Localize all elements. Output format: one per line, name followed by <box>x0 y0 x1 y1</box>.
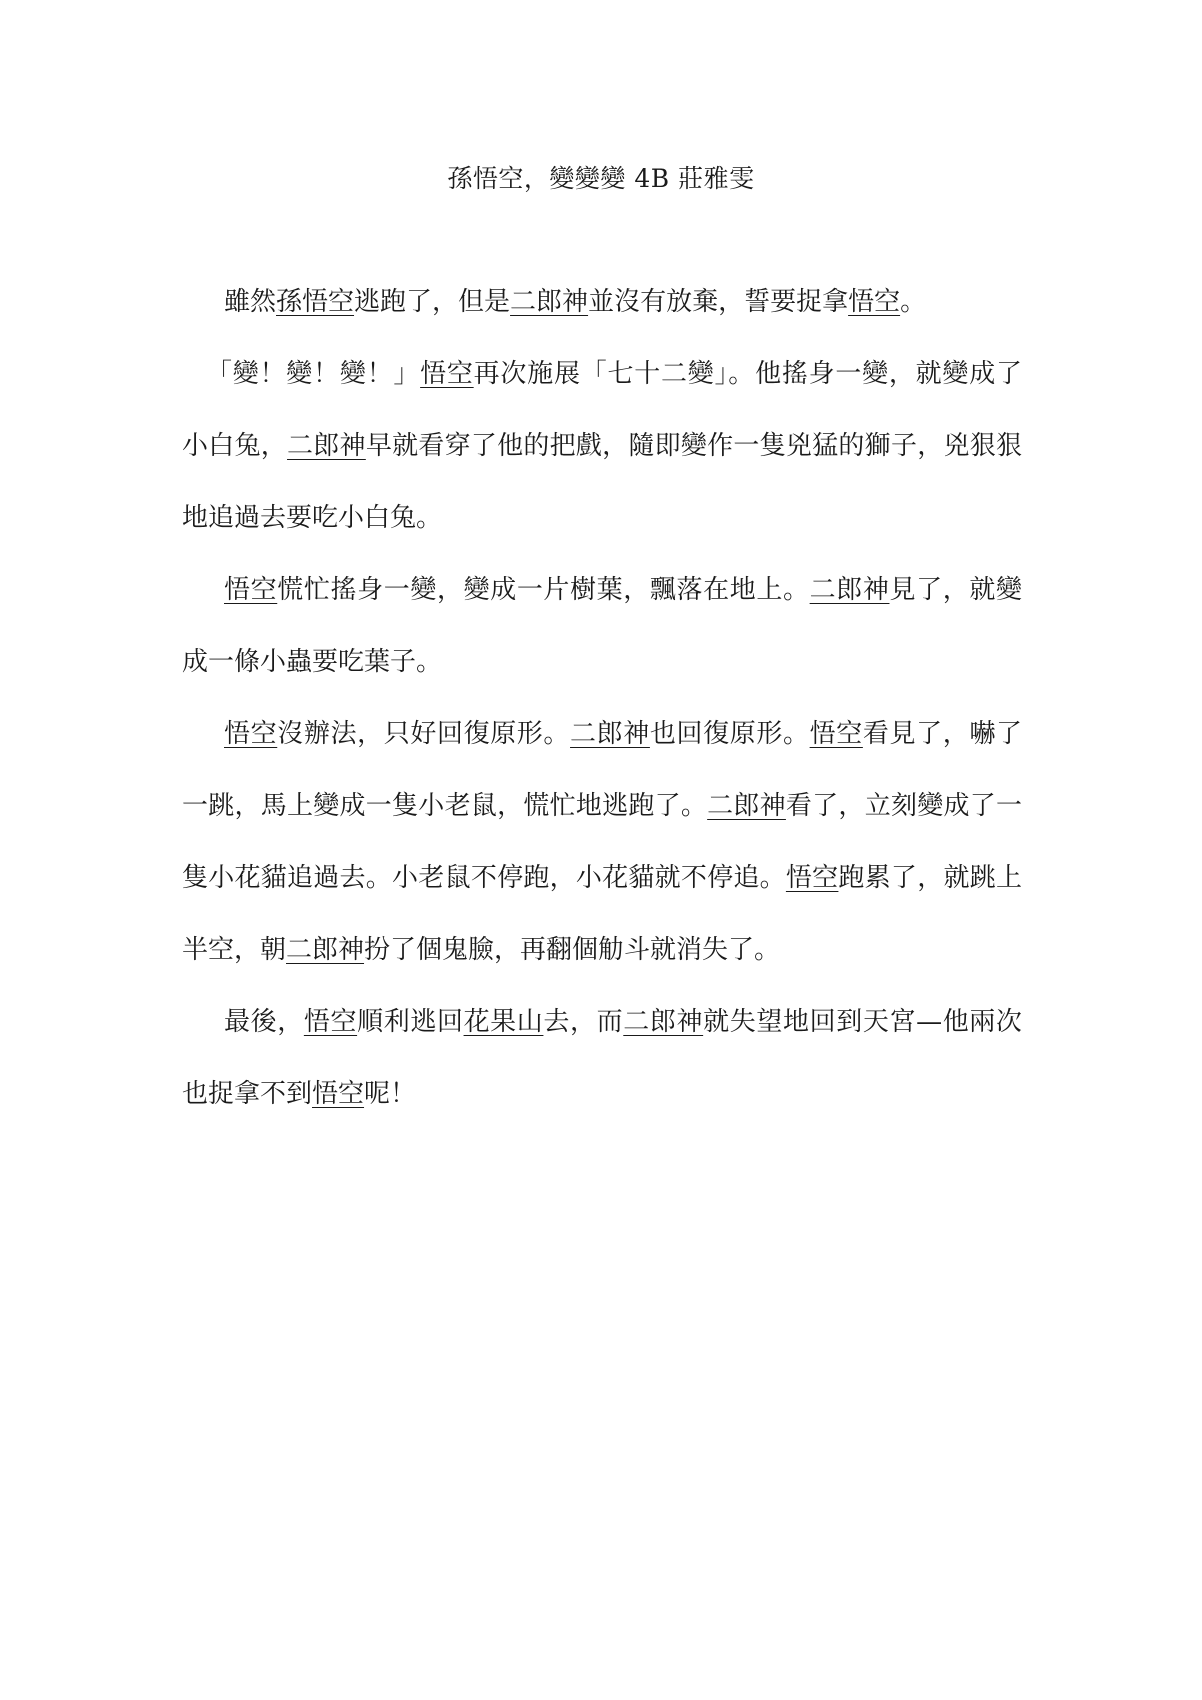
story-paragraph-5 <box>182 986 1022 1130</box>
paragraph-text: 雖然 <box>224 287 277 317</box>
document-title: 孫悟空，變變變 4B 莊雅雯 <box>447 164 755 193</box>
underlined-name: 悟空 <box>224 575 278 605</box>
story-paragraph-2 <box>182 338 1022 554</box>
paragraph-text: 見了，就變成一條小蟲要吃葉子。 <box>182 575 1022 677</box>
underlined-name: 悟空 <box>420 359 474 389</box>
paragraph-text: 再次施展「七十二變」。他搖身一變，就變成了小白兔， <box>182 359 1022 461</box>
paragraph-text: 看了，立刻變成了一隻小花貓追過去。小老鼠不停跑，小花貓就不停追。 <box>182 791 1022 893</box>
underlined-name: 悟空 <box>303 1007 358 1037</box>
paragraph-text: 「變！變！變！」 <box>206 359 421 389</box>
paragraph-text: 也回復原形。 <box>649 719 810 749</box>
paragraph-text: 逃跑了，但是 <box>354 287 511 317</box>
underlined-name: 二郎神 <box>570 719 650 749</box>
underlined-name: 花果山 <box>463 1007 544 1037</box>
paragraph-text: 慌忙搖身一變，變成一片樹葉，飄落在地上。 <box>277 575 810 605</box>
underlined-name: 悟空 <box>809 719 863 749</box>
paragraph-text: 最後， <box>224 1007 304 1037</box>
paragraph-text: 沒辦法，只好回復原形。 <box>277 719 571 749</box>
paragraph-text: 早就看穿了他的把戲，隨即變作一隻兇猛的獅子，兇狠狠地追過去要吃小白兔。 <box>182 431 1022 533</box>
paragraph-text: 跑累了，就跳上半空，朝 <box>182 863 1022 965</box>
underlined-name: 悟空 <box>848 287 901 317</box>
underlined-name: 二郎神 <box>510 287 589 317</box>
underlined-name: 悟空 <box>224 719 278 749</box>
underlined-name: 悟空 <box>312 1079 365 1109</box>
paragraph-text: 就失望地回到天宮—他兩次也捉拿不到 <box>182 1007 1022 1109</box>
story-paragraph-3 <box>182 554 1022 698</box>
underlined-name: 悟空 <box>785 863 839 893</box>
paragraph-text: 看見了，嚇了一跳，馬上變成一隻小老鼠，慌忙地逃跑了。 <box>182 719 1022 821</box>
paragraph-text: 。 <box>900 287 927 317</box>
paragraph-text: 並沒有放棄，誓要捉拿 <box>588 287 849 317</box>
paragraph-text: 去，而 <box>543 1007 624 1037</box>
underlined-name: 二郎神 <box>707 791 786 821</box>
underlined-name: 二郎神 <box>287 431 366 461</box>
underlined-name: 二郎神 <box>286 935 365 965</box>
paragraph-text: 呢！ <box>364 1079 417 1109</box>
underlined-name: 二郎神 <box>809 575 890 605</box>
document-body <box>182 266 1022 1130</box>
paragraph-text: 順利逃回 <box>357 1007 464 1037</box>
story-paragraph-1 <box>182 266 1022 338</box>
underlined-name: 孫悟空 <box>276 287 355 317</box>
underlined-name: 二郎神 <box>623 1007 704 1037</box>
paragraph-text: 扮了個鬼臉，再翻個觔斗就消失了。 <box>364 935 781 965</box>
story-paragraph-4 <box>182 698 1022 986</box>
